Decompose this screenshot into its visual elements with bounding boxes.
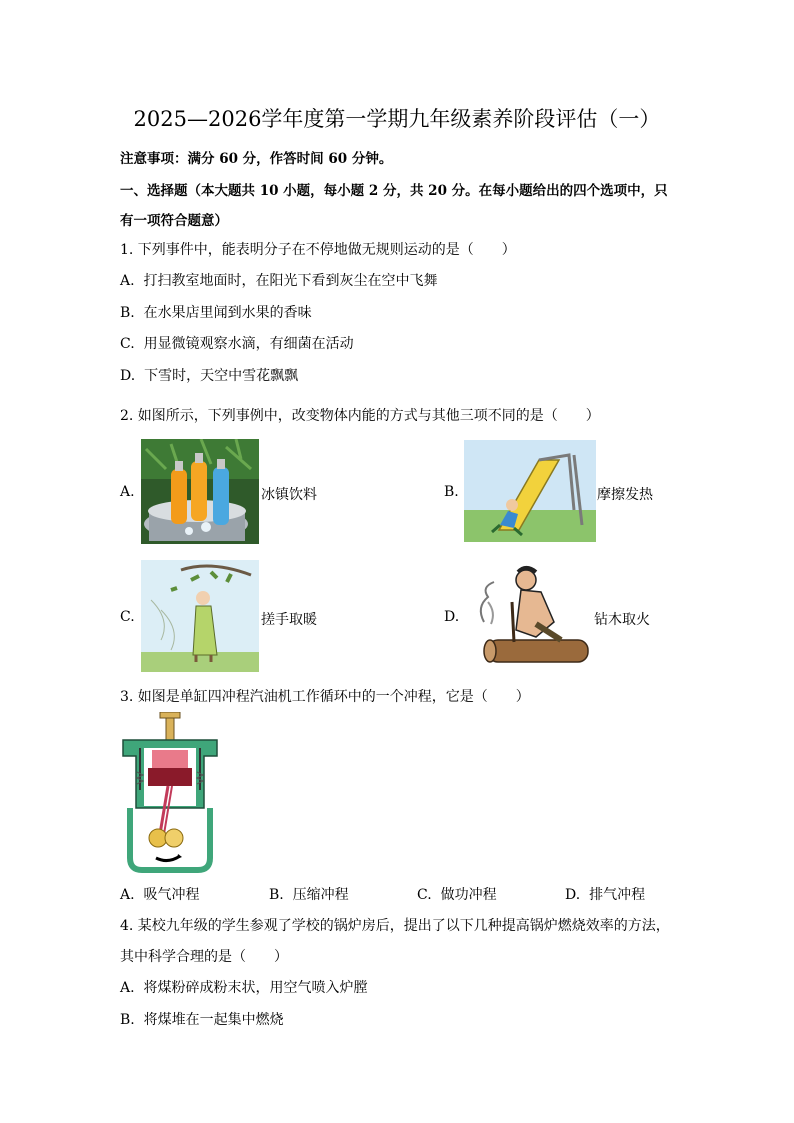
q4-stem-line1: 4. 某校九年级的学生参观了学校的锅炉房后，提出了以下几种提高锅炉燃烧效率的方法， [120,918,670,934]
engine-stroke-diagram [120,712,220,874]
q2-option-a-label[interactable]: A. [120,484,135,500]
q1-option-d[interactable] [120,365,298,385]
option-text: 做功冲程 [440,887,497,903]
q3-option-a[interactable] [120,884,199,904]
option-text: 吸气冲程 [143,887,200,903]
q2-option-b-text: 摩擦发热 [597,487,653,503]
option-label: D. [120,368,136,384]
option-label: D. [565,887,581,903]
q3-stem: 3. 如图是单缸四冲程汽油机工作循环中的一个冲程，它是（ ） [120,689,530,705]
q2-option-b-label[interactable]: B. [444,484,459,500]
option-label: A. [120,273,135,289]
drill-wood-fire-image [466,562,592,670]
option-text: 将煤粉碎成粉末状，用空气喷入炉膛 [143,980,368,996]
q1-option-a[interactable] [120,270,437,290]
q4-option-b[interactable] [120,1009,284,1029]
q4-stem-line2: 其中科学合理的是（ ） [120,949,288,965]
rubbing-hands-image [141,560,259,672]
option-text: 排气冲程 [589,887,646,903]
option-text: 下雪时，天空中雪花飘飘 [144,368,299,384]
q3-option-b[interactable] [269,884,349,904]
section-heading-line2: 有一项符合题意） [120,213,228,229]
q2-option-d-text: 钻木取火 [594,612,650,628]
option-label: B. [269,887,284,903]
option-text: 打扫教室地面时，在阳光下看到灰尘在空中飞舞 [143,273,438,289]
option-label: B. [120,1012,135,1028]
q2-option-c-text: 搓手取暖 [261,612,317,628]
option-text: 将煤堆在一起集中燃烧 [143,1012,284,1028]
option-label: C. [417,887,432,903]
q1-option-c[interactable] [120,333,354,353]
q1-option-b[interactable] [120,302,312,322]
option-label: A. [120,887,135,903]
q3-option-d[interactable] [565,884,645,904]
section-heading-line1: 一、选择题（本大题共 10 小题，每小题 2 分，共 20 分。在每小题给出的四个选项中，只 [120,183,668,199]
q2-option-a-text: 冰镇饮料 [261,487,317,503]
slide-friction-image [464,440,596,542]
q2-option-d-label[interactable]: D. [444,609,460,625]
q3-option-c[interactable] [417,884,497,904]
option-label: C. [120,336,135,352]
option-label: A. [120,980,135,996]
option-text: 用显微镜观察水滴，有细菌在活动 [143,336,354,352]
option-label: B. [120,305,135,321]
q1-stem: 1. 下列事件中，能表明分子在不停地做无规则运动的是（ ） [120,242,516,258]
q4-option-a[interactable] [120,977,367,997]
option-text: 在水果店里闻到水果的香味 [143,305,312,321]
q2-option-c-label[interactable]: C. [120,609,135,625]
page-title: 2025—2026学年度第一学期九年级素养阶段评估（一） [133,107,661,131]
notice-text: 注意事项：满分 60 分，作答时间 60 分钟。 [120,151,393,167]
q2-stem: 2. 如图所示，下列事例中，改变物体内能的方式与其他三项不同的是（ ） [120,408,600,424]
option-text: 压缩冲程 [292,887,349,903]
iced-drinks-image [141,439,259,544]
